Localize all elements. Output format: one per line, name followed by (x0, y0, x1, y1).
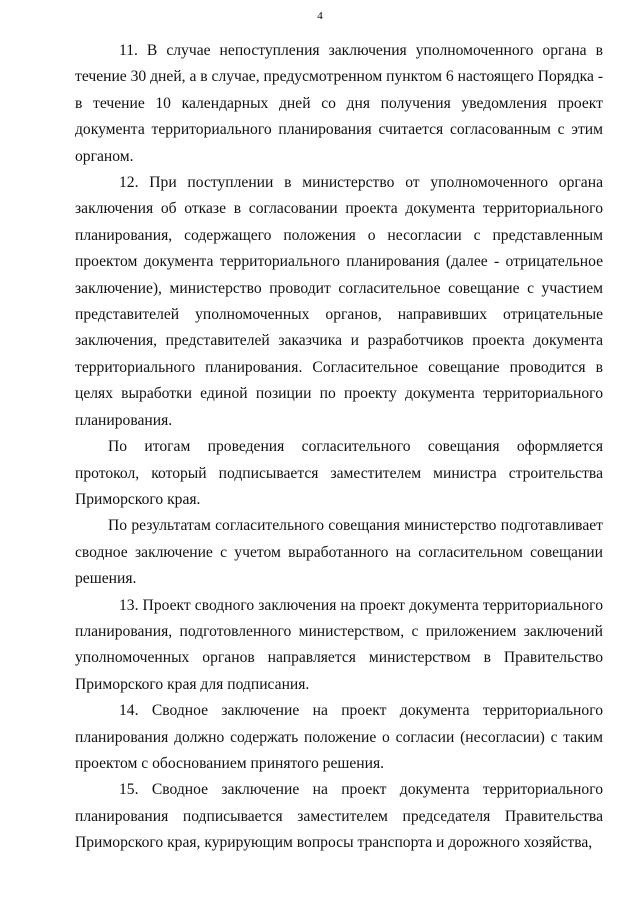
page-number: 4 (317, 10, 323, 22)
paragraph-12: 12. При поступлении в министерство от уполномоченного органа заключения об отказе в согласовании проекта документа территориального планирования, содержащего положения о несогласии с представленным проектом документа территориального планирования (далее - отрицательное заключение), министерство проводит согласительное совещание с участием представителей уполномоченных органов, направивших отрицательные заключения, представителей заказчика и разработчиков проекта документа территориального планирования. Согласительное совещание проводится в целях выработки единой позиции по проекту документа территориального планирования. (75, 174, 603, 429)
paragraph-13: 13. Проект сводного заключения на проект документа территориального планирования, подготовленного министерством, с приложением заключений уполномоченных органов направляется министерством в Правительство Приморского края для подписания. (75, 596, 603, 693)
paragraph-15: 15. Сводное заключение на проект документа территориального планирования подписывается заместителем председателя Правительства Приморского края, курирующим вопросы транспорта и дорожного хозяйства, (75, 781, 603, 852)
paragraph-14: 14. Сводное заключение на проект документа территориального планирования должно содержать положение о согласии (несогласии) с таким проектом с обоснованием принятого решения. (75, 702, 603, 772)
document-body (75, 38, 603, 857)
paragraph-11: 11. В случае непоступления заключения уполномоченного органа в течение 30 дней, а в случае, предусмотренном пунктом 6 настоящего Порядка - в течение 10 календарных дней со дня получения уведомления проект документа территориального планирования считается согласованным с этим органом. (75, 42, 604, 165)
paragraph-protocol: По итогам проведения согласительного совещания оформляется протокол, который подписывается заместителем министра строительства Приморского края. (75, 438, 603, 508)
paragraph-summary-conclusion: По результатам согласительного совещания министерство подготавливает сводное заключение с учетом выработанного на согласительном совещании решения. (75, 517, 603, 588)
